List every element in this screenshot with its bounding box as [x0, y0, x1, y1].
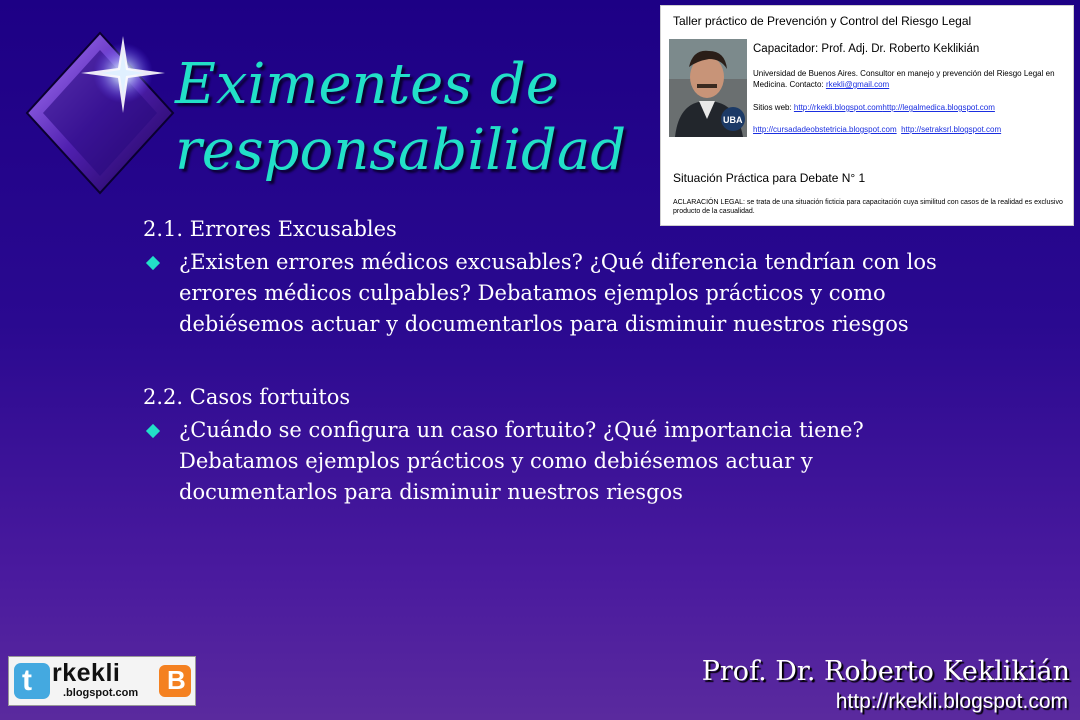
blogger-icon: B — [159, 665, 191, 697]
email-link[interactable]: rkekli@gmail.com — [825, 80, 890, 89]
bullet-fortuitos — [143, 415, 963, 508]
bullet-errores — [143, 247, 963, 340]
affiliation-label: Universidad de Buenos Aires. Consultor en manejo y prevención del Riesgo Legal en Medicina. Contacto: — [753, 69, 1055, 89]
info-card — [660, 5, 1074, 226]
uba-badge: UBA — [723, 115, 743, 125]
section-heading-fortuitos: 2.2. Casos fortuitos — [143, 385, 351, 409]
section-heading-errores: 2.1. Errores Excusables — [143, 217, 397, 241]
card-header: Taller práctico de Prevención y Control del Riesgo Legal — [673, 14, 972, 28]
disclaimer-text: ACLARACIÓN LEGAL: se trata de una situación ficticia para capacitación cuya similitud con casos de la realidad es exclusivo producto de la casualidad. — [673, 199, 1063, 215]
instructor-name: Capacitador: Prof. Adj. Dr. Roberto Keklikián — [753, 43, 980, 55]
slide-content — [143, 214, 963, 508]
badge-name: rkekli — [52, 659, 121, 687]
affiliation-text — [753, 68, 1063, 90]
website-url[interactable]: http://rkekli.blogspot.com — [835, 690, 1068, 713]
link-cursada[interactable]: http://cursadadeobstetricia.blogspot.com — [753, 125, 897, 134]
badge-domain: .blogspot.com — [63, 687, 139, 699]
situation-title: Situación Práctica para Debate N° 1 — [673, 171, 866, 185]
bullet-text: ¿Existen errores médicos excusables? ¿Qué diferencia tendrían con los errores médicos culpables? Debatamos ejemplos prácticos y como debiésemos actuar y documentarlos para disminuir nuestros riesgos — [179, 250, 937, 336]
instructor-photo — [669, 39, 747, 137]
link-setraksrl[interactable]: http://setraksrl.blogspot.com — [901, 125, 1002, 134]
diamond-bullet-icon — [146, 424, 160, 438]
sites-label: Sitios web: — [753, 103, 794, 112]
bullet-text: ¿Cuándo se configura un caso fortuito? ¿Qué importancia tiene? Debatamos ejemplos prácticos y como debiésemos actuar y documentarlos para disminuir nuestros riesgos — [179, 418, 864, 504]
star-diamond-icon — [25, 28, 175, 198]
link-legalmedica[interactable]: http://legalmedica.blogspot.com — [882, 103, 995, 112]
slide-title: Eximentes de responsabilidad — [175, 52, 627, 183]
links-row-1 — [753, 103, 995, 112]
link-rkekli[interactable]: http://rkekli.blogspot.com — [793, 103, 883, 112]
diamond-bullet-icon — [146, 256, 160, 270]
twitter-icon: t — [14, 663, 50, 699]
links-row-2 — [753, 125, 1001, 134]
blog-badge[interactable] — [8, 656, 196, 706]
author-name: Prof. Dr. Roberto Keklikián — [701, 656, 1070, 687]
